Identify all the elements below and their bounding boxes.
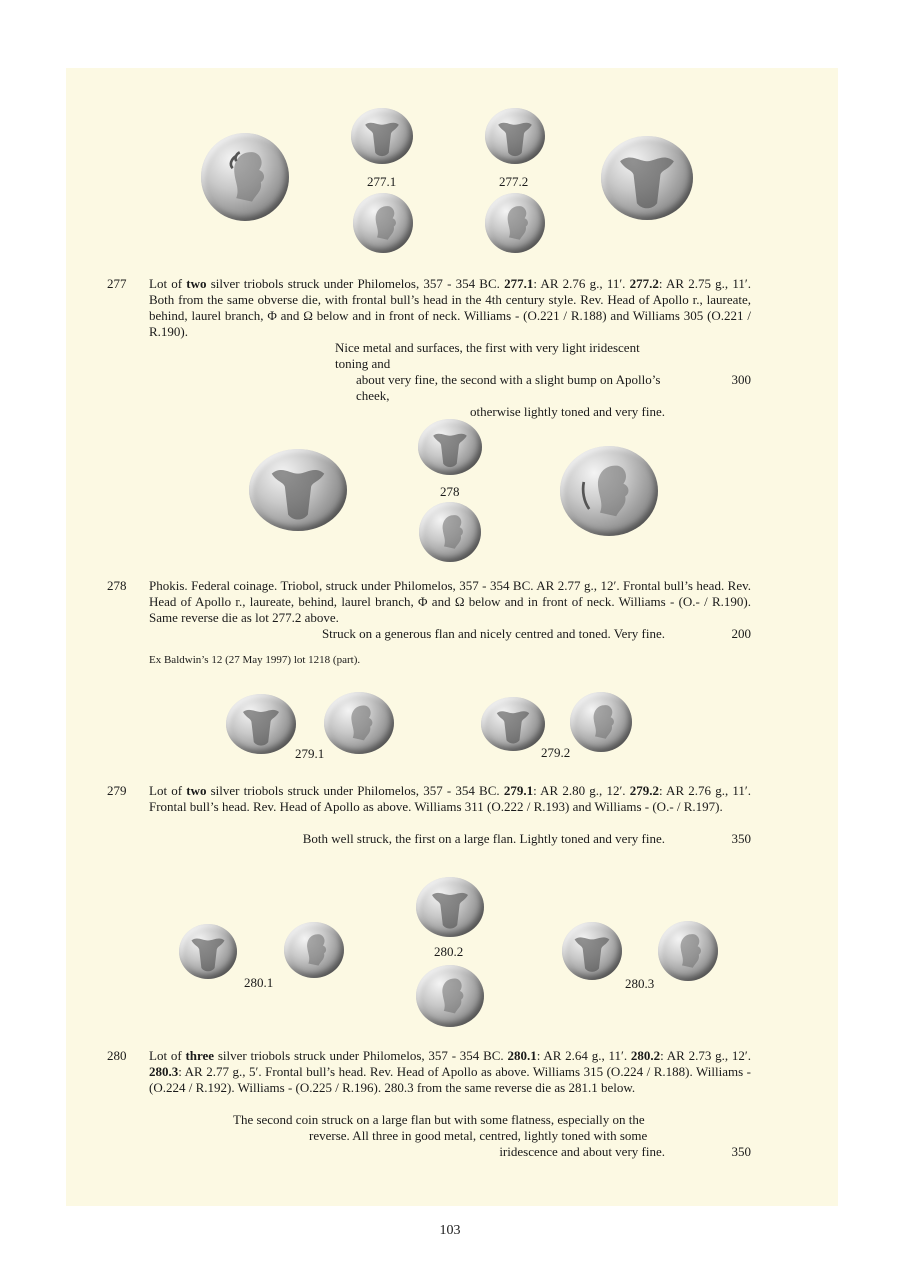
coin-label: 277.2 <box>499 174 529 189</box>
lot-number: 277 <box>107 276 127 291</box>
coin-image-bull-head <box>418 419 482 475</box>
coin-label: 280.2 <box>434 944 464 959</box>
coin-image-apollo-head <box>416 965 484 1027</box>
lot-description: Lot of two silver triobols struck under Philomelos, 357 - 354 BC. 279.1: AR 2.80 g., 12′. 279.2: AR 2.76 g., 11′. Frontal bull’s head. Rev. Head of Apollo as above. Williams 311 (O.222 / R.193) and Williams - (O.- / R.197). <box>149 783 751 814</box>
coin-image-apollo-head <box>324 692 394 754</box>
coin-image-bull-head <box>249 449 347 531</box>
lot-number: 278 <box>107 578 127 593</box>
lot-description: Phokis. Federal coinage. Triobol, struck under Philomelos, 357 - 354 BC. AR 2.77 g., 12′. Frontal bull’s head. Rev. Head of Apollo r., laureate, behind, laurel branch, Φ and Ω below and in front of neck. Williams - (O.- / R.190). Same reverse die as lot 277.2 above. <box>149 578 751 625</box>
lot-estimate: 200 <box>731 626 751 641</box>
coin-image-apollo-head <box>658 921 718 981</box>
coin-image-apollo-head <box>419 502 481 562</box>
coin-image-bull-head <box>601 136 693 220</box>
lot-condition: The second coin struck on a large flan but with some flatness, especially on the reverse. All three in good metal, centred, lightly toned with some iridescence and about very fine. <box>233 1112 665 1159</box>
coin-label: 277.1 <box>367 174 397 189</box>
lot-estimate: 350 <box>731 1144 751 1159</box>
coin-label: 279.1 <box>295 746 325 761</box>
lot-description: Lot of three silver triobols struck under Philomelos, 357 - 354 BC. 280.1: AR 2.64 g., 11′. 280.2: AR 2.73 g., 12′. 280.3: AR 2.77 g., 5′. Frontal bull’s head. Rev. Head of Apollo as above. Williams 315 (O.224 / R.188). Williams - (O.224 / R.192). Williams - (O.225 / R.196). 280.3 from the same reverse die as 281.1 below. <box>149 1048 751 1095</box>
coin-image-apollo-head <box>570 692 632 752</box>
coin-image-apollo-head <box>284 922 344 978</box>
coin-image-bull-head <box>485 108 545 164</box>
coin-image-bull-head <box>416 877 484 937</box>
lot-description: Lot of two silver triobols struck under Philomelos, 357 - 354 BC. 277.1: AR 2.76 g., 11′. 277.2: AR 2.75 g., 11′. Both from the same obverse die, with frontal bull’s head in the 4th century style. Rev. Head of Apollo r., laureate, behind, laurel branch, Φ and Ω below and in front of neck. Williams - (O.221 / R.188) and Williams 305 (O.221 / R.190). <box>149 276 751 339</box>
lot-condition: Nice metal and surfaces, the first with very light iridescent toning and about very fine, the second with a slight bump on Apollo’s cheek, otherwise lightly toned and very fine. <box>335 340 665 419</box>
coin-image-bull-head <box>481 697 545 751</box>
coin-image-apollo-head <box>201 133 289 221</box>
lot-condition: Struck on a generous flan and nicely centred and toned. Very fine. <box>321 626 665 641</box>
coin-image-apollo-head <box>485 193 545 253</box>
coin-label: 278 <box>440 484 460 499</box>
lot-estimate: 350 <box>731 831 751 846</box>
coin-image-bull-head <box>562 922 622 980</box>
lot-estimate: 300 <box>731 372 751 387</box>
coin-label: 279.2 <box>541 745 571 760</box>
coin-image-bull-head <box>226 694 296 754</box>
lot-number: 280 <box>107 1048 127 1063</box>
coin-label: 280.1 <box>244 975 274 990</box>
page-number: 103 <box>439 1223 461 1238</box>
coin-image-bull-head <box>179 924 237 979</box>
lot-number: 279 <box>107 783 127 798</box>
lot-provenance: Ex Baldwin’s 12 (27 May 1997) lot 1218 (part). <box>149 654 361 666</box>
lot-condition: Both well struck, the first on a large flan. Lightly toned and very fine. <box>302 831 665 846</box>
coin-image-apollo-head <box>560 446 658 536</box>
coin-label: 280.3 <box>625 976 655 991</box>
coin-image-bull-head <box>351 108 413 164</box>
coin-image-apollo-head <box>353 193 413 253</box>
